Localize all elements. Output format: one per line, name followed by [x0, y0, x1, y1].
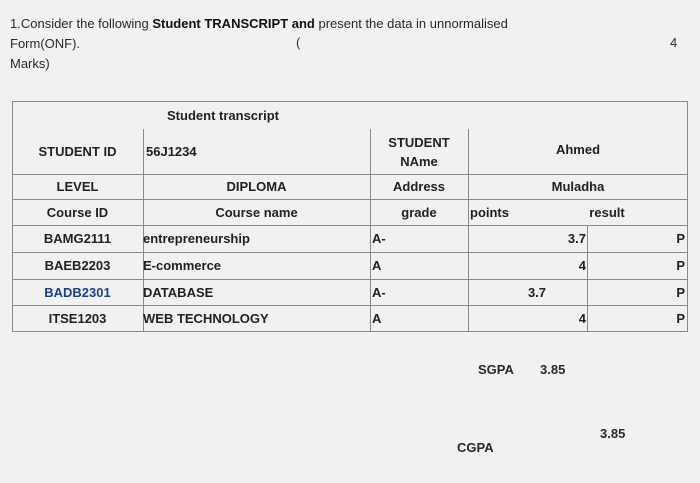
student-id-label: STUDENT ID: [38, 144, 117, 159]
table-title: Student transcript: [167, 107, 279, 123]
result-cell: P: [676, 231, 685, 246]
points-cell: 4: [578, 258, 586, 273]
course-id-cell: BAMG2111: [43, 231, 112, 246]
grade-cell: A-: [372, 284, 386, 300]
course-name-cell: entrepreneurship: [143, 231, 250, 246]
header-result: result: [589, 204, 625, 220]
result-cell: P: [676, 310, 685, 326]
cgpa-label: CGPA: [457, 440, 494, 455]
level-value: DIPLOMA: [226, 179, 287, 194]
question-bold: Student TRANSCRIPT and: [152, 16, 315, 31]
student-id-value: 56J1234: [146, 144, 197, 159]
points-cell: 3.7: [567, 231, 586, 246]
course-id-cell: BAEB2203: [44, 258, 111, 273]
student-name-label-line-1: STUDENT: [388, 134, 450, 150]
grade-cell: A: [372, 310, 382, 326]
points-cell: 4: [578, 310, 586, 326]
result-cell: P: [676, 284, 685, 300]
course-id-cell: BADB2301: [44, 284, 111, 300]
grade-cell: A: [372, 258, 382, 273]
question-prefix: 1.Consider the following: [10, 16, 153, 31]
student-name-value: Ahmed: [555, 141, 601, 157]
question-text: [10, 14, 570, 74]
sgpa-value: 3.85: [540, 362, 566, 377]
course-name-cell: DATABASE: [143, 284, 214, 300]
level-label: LEVEL: [56, 179, 99, 194]
question-line-2: Form(ONF).: [10, 36, 81, 51]
header-course-id: Course ID: [46, 204, 109, 220]
question-line-3: Marks): [10, 56, 50, 71]
points-cell: 3.7: [527, 284, 547, 300]
question-suffix: present the data in unnormalised: [314, 16, 508, 31]
table-border-top: [12, 101, 688, 102]
header-grade: grade: [401, 204, 437, 220]
header-course-name: Course name: [215, 204, 298, 220]
header-points: points: [470, 204, 509, 220]
table-vline: [587, 225, 588, 332]
sgpa-label: SGPA: [478, 362, 514, 377]
address-label: Address: [392, 179, 446, 194]
grade-cell: A-: [372, 231, 386, 246]
student-name-label: [370, 129, 468, 174]
course-name-cell: E-commerce: [143, 258, 222, 273]
transcript-table: [12, 101, 688, 331]
cgpa-value: 3.85: [600, 426, 626, 441]
course-name-cell: WEB TECHNOLOGY: [143, 310, 269, 326]
student-name-label-line-2: NAme: [400, 153, 438, 169]
course-id-cell: ITSE1203: [48, 310, 107, 326]
question-number: 4: [670, 35, 678, 50]
address-value: Muladha: [551, 179, 605, 194]
question-paren: (: [296, 35, 301, 50]
result-cell: P: [676, 258, 685, 273]
